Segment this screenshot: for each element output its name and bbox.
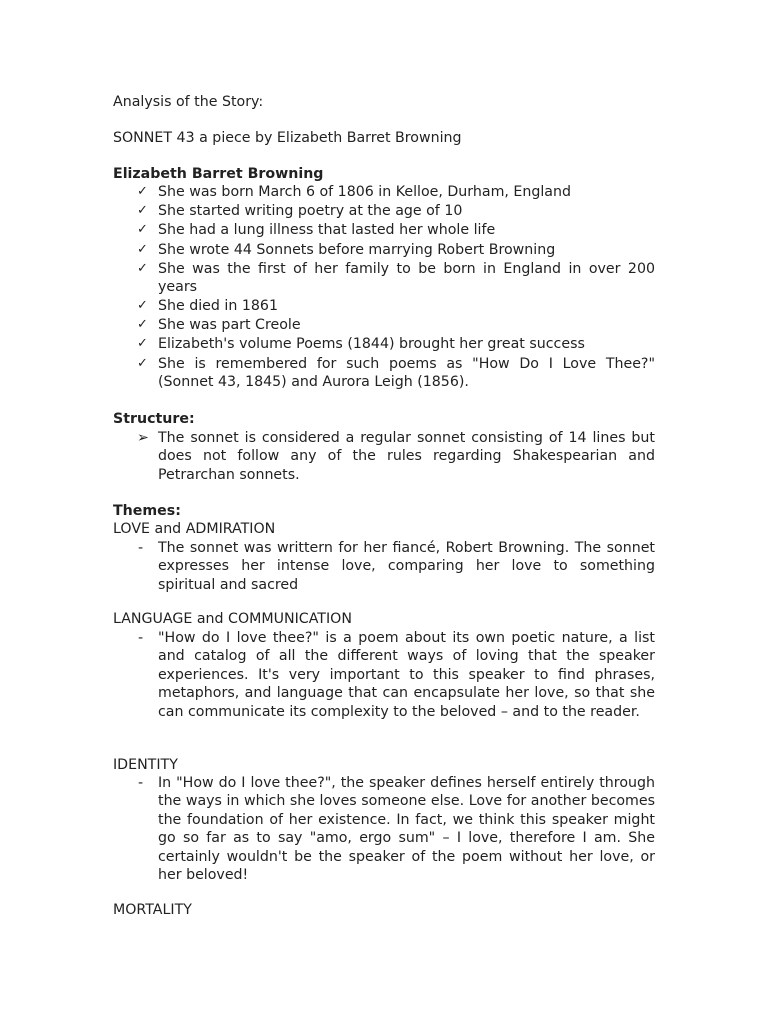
list-item: ➢ The sonnet is considered a regular sonnet consisting of 14 lines but does not follow any of the rules regarding Shakespearian and Petrarchan sonnets. — [137, 430, 655, 483]
checkmark-icon: ✓ — [137, 222, 148, 237]
list-item: - "How do I love thee?" is a poem about its own poetic nature, a list and catalog of all the different ways of loving that the speaker experiences. It's very important to this speaker to find phrases, metaphors, and language that can encapsulate her love, so that she can communicate its complexity to the beloved – and to the reader. — [138, 630, 655, 720]
structure-heading: Structure: — [113, 411, 195, 427]
list-item: - The sonnet was writtern for her fiancé, Robert Browning. The sonnet expresses her intense love, comparing her love to something spiritual and sacred — [138, 540, 655, 593]
theme-title: LANGUAGE and COMMUNICATION — [113, 611, 352, 627]
checkmark-icon: ✓ — [137, 242, 148, 257]
list-item: ✓ She was part Creole — [137, 317, 301, 333]
themes-heading: Themes: — [113, 503, 181, 519]
checkmark-icon: ✓ — [137, 356, 148, 371]
checkmark-icon: ✓ — [137, 317, 148, 332]
checkmark-icon: ✓ — [137, 184, 148, 199]
theme-title: MORTALITY — [113, 902, 192, 918]
author-heading: Elizabeth Barret Browning — [113, 166, 324, 182]
sonnet-line — [113, 129, 462, 147]
checkmark-icon: ✓ — [137, 336, 148, 351]
list-item: ✓ Elizabeth's volume Poems (1844) brought her great success — [137, 336, 585, 352]
sonnet-subtitle: a piece by Elizabeth Barret Browning — [194, 130, 462, 146]
list-item: ✓ She was born March 6 of 1806 in Kelloe, Durham, England — [137, 184, 572, 200]
list-item: ✓ She had a lung illness that lasted her whole life — [137, 222, 496, 238]
checkmark-icon: ✓ — [137, 261, 148, 276]
arrow-bullet-icon: ➢ — [137, 430, 149, 446]
dash-bullet: - — [138, 775, 144, 791]
list-item: ✓ She started writing poetry at the age of 10 — [137, 203, 463, 219]
dash-bullet: - — [138, 540, 144, 556]
checkmark-icon: ✓ — [137, 203, 148, 218]
list-item: ✓ She died in 1861 — [137, 298, 278, 314]
list-item: - In "How do I love thee?", the speaker defines herself entirely through the ways in which she loves someone else. Love for another becomes the foundation of her existence. In fact, we think this speaker might go so far as to say "amo, ergo sum" – I love, therefore I am. She certainly wouldn't be the speaker of the poem without her love, or her beloved! — [138, 775, 655, 884]
checkmark-icon: ✓ — [137, 298, 148, 313]
sonnet-title: SONNET 43 — [113, 130, 195, 146]
document-heading: Analysis of the Story: — [113, 94, 264, 110]
theme-title: LOVE and ADMIRATION — [113, 521, 276, 537]
dash-bullet: - — [138, 630, 144, 646]
list-item: ✓ She was the first of her family to be born in England in over 200 years — [137, 261, 655, 296]
theme-title: IDENTITY — [113, 757, 178, 773]
list-item: ✓ She wrote 44 Sonnets before marrying Robert Browning — [137, 242, 556, 258]
list-item: ✓ She is remembered for such poems as "How Do I Love Thee?" (Sonnet 43, 1845) and Aurora Leigh (1856). — [137, 356, 655, 391]
